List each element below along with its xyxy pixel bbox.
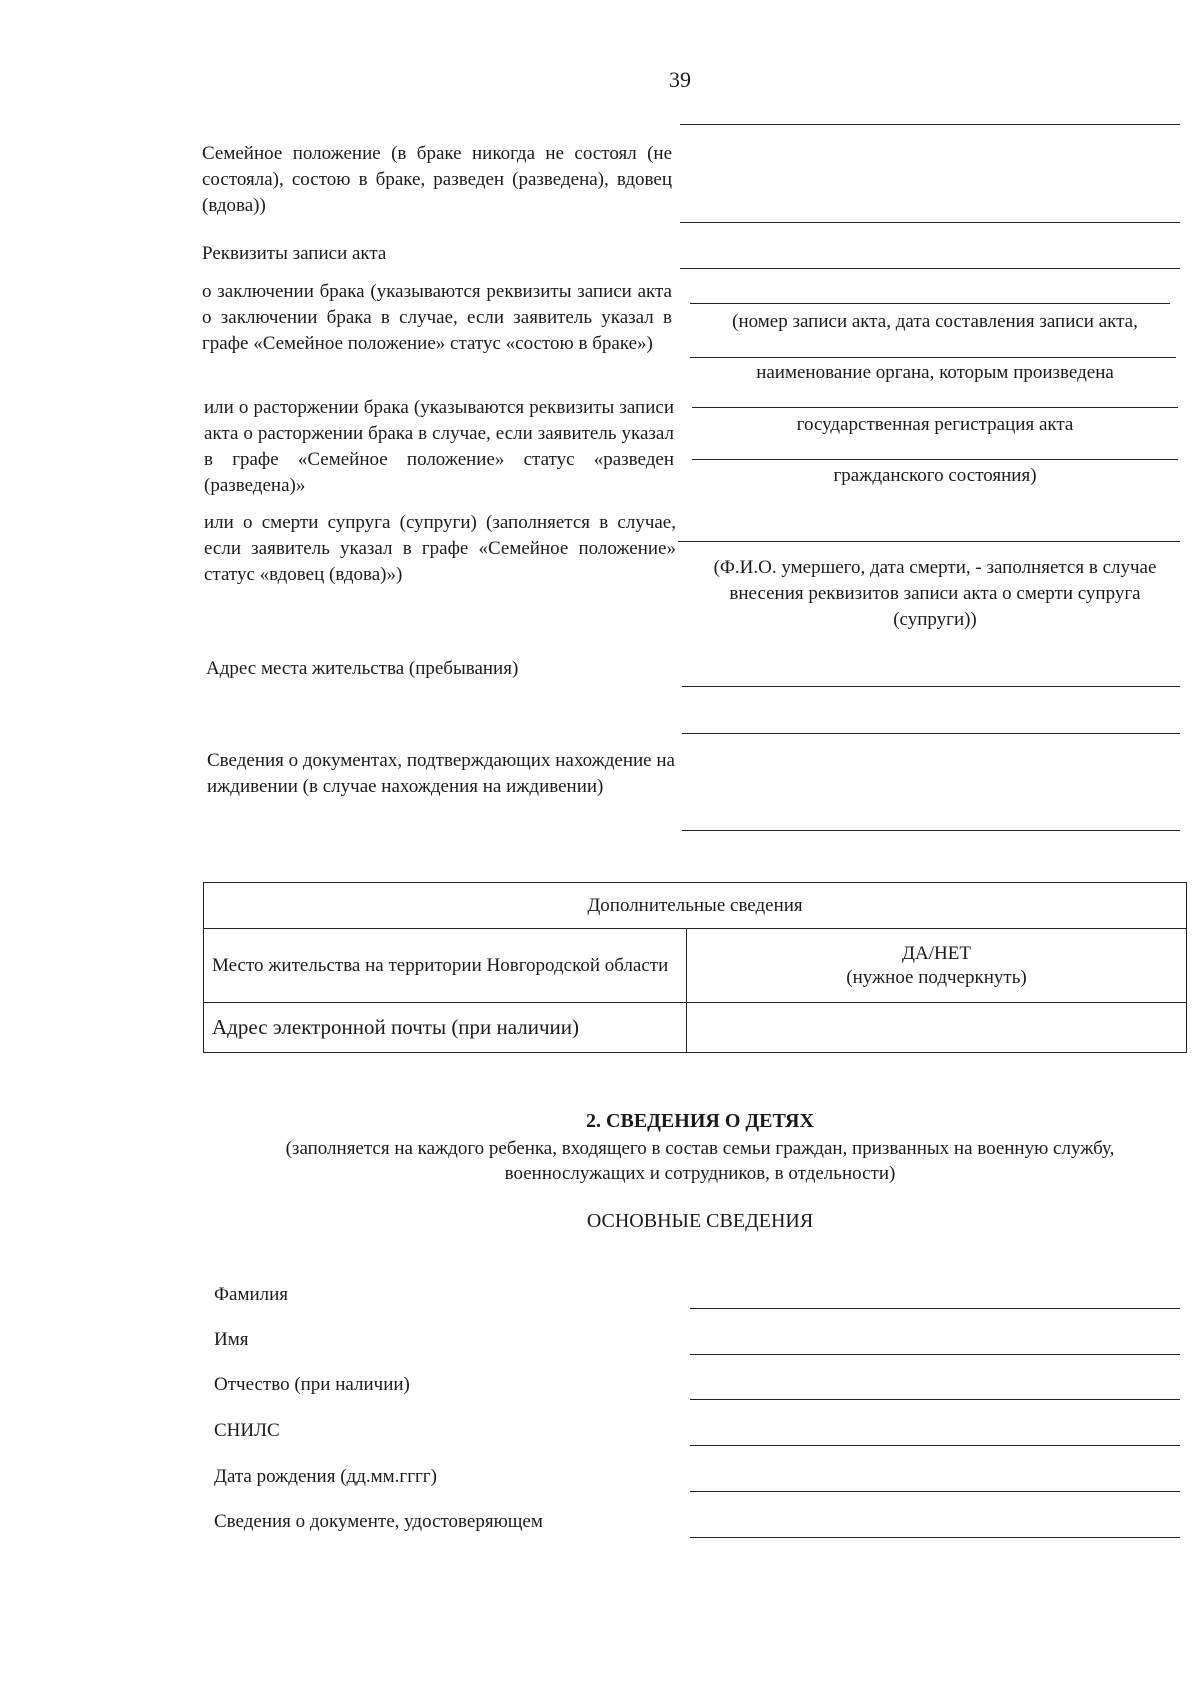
divorce-record-label: или о расторжении брака (указываются реквизиты записи акта о расторжении брака в случае, если заявитель указал в графе «Семейное положение» статус «разведен (разведена)» <box>204 397 674 496</box>
top-rule <box>680 124 1180 125</box>
child-id-document-label: Сведения о документе, удостоверяющем <box>214 1511 543 1532</box>
act-record-title: Реквизиты записи акта <box>202 243 387 264</box>
record-hint-rule-1[interactable] <box>690 357 1176 358</box>
act-record-input-line[interactable] <box>680 268 1180 269</box>
record-hint-rule-3[interactable] <box>692 459 1178 460</box>
child-snils-input-line[interactable] <box>690 1445 1180 1446</box>
death-hint: (Ф.И.О. умершего, дата смерти, - заполняется в случае внесения реквизитов записи акта о смерти супруга (супруги)) <box>713 557 1157 630</box>
child-surname-label: Фамилия <box>214 1284 289 1305</box>
marriage-input-line[interactable] <box>690 303 1170 304</box>
marital-status-label: Семейное положение (в браке никогда не состоял (не состояла), состою в браке, разведен (разведена), вдовец (вдова)) <box>202 143 672 216</box>
record-hint-2: наименование органа, которым произведена <box>756 362 1114 383</box>
child-surname-input-line[interactable] <box>690 1308 1180 1309</box>
basic-info-heading: ОСНОВНЫЕ СВЕДЕНИЯ <box>586 1210 814 1232</box>
dependency-docs-label: Сведения о документах, подтверждающих нахождение на иждивении (в случае нахождения на иждивении) <box>207 750 675 797</box>
child-birthdate-input-line[interactable] <box>690 1491 1180 1492</box>
child-id-document-input-line[interactable] <box>690 1537 1180 1538</box>
address-label: Адрес места жительства (пребывания) <box>206 658 519 679</box>
additional-info-table <box>203 882 1187 1053</box>
record-hint-3: государственная регистрация акта <box>796 414 1074 435</box>
page-number: 39 <box>669 67 691 92</box>
divorce-input-line[interactable] <box>692 407 1178 408</box>
children-section-title: 2. СВЕДЕНИЯ О ДЕТЯХ <box>586 1110 814 1132</box>
death-record-label: или о смерти супруга (супруги) (заполняется в случае, если заявитель указал в графе «Семейное положение» статус «вдовец (вдова)») <box>204 512 676 585</box>
marriage-record-label: о заключении брака (указываются реквизиты записи акта о заключении брака в случае, если заявитель указал в графе «Семейное положение» статус «состою в браке») <box>202 281 672 354</box>
email-label: Адрес электронной почты (при наличии) <box>204 1003 687 1053</box>
residence-region-label: Место жительства на территории Новгородской области <box>204 929 687 1003</box>
death-input-line[interactable] <box>678 541 1180 542</box>
child-patronymic-label: Отчество (при наличии) <box>214 1374 410 1395</box>
record-hint-4: гражданского состояния) <box>833 465 1037 486</box>
children-section-subtitle: (заполняется на каждого ребенка, входящего в состав семьи граждан, призванных на военную службу, военнослужащих и сотрудников, в отдельности) <box>285 1138 1115 1184</box>
child-patronymic-input-line[interactable] <box>690 1399 1180 1400</box>
record-hint-1: (номер записи акта, дата составления записи акта, <box>732 311 1138 332</box>
child-name-input-line[interactable] <box>690 1354 1180 1355</box>
table-row <box>204 929 1187 1003</box>
child-snils-label: СНИЛС <box>214 1420 280 1441</box>
address-input-line-2[interactable] <box>682 733 1180 734</box>
address-input-line-1[interactable] <box>682 686 1180 687</box>
marital-status-input-line[interactable] <box>680 222 1180 223</box>
residence-region-value[interactable] <box>687 929 1187 1003</box>
email-input-cell[interactable] <box>687 1003 1187 1053</box>
additional-info-header: Дополнительные сведения <box>204 883 1187 929</box>
child-birthdate-label: Дата рождения (дд.мм.гггг) <box>214 1466 437 1487</box>
child-name-label: Имя <box>214 1329 249 1350</box>
yes-no-choice[interactable]: ДА/НЕТ <box>902 942 971 964</box>
underline-hint: (нужное подчеркнуть) <box>846 966 1027 988</box>
table-row <box>204 1003 1187 1053</box>
dependency-input-line[interactable] <box>682 830 1180 831</box>
